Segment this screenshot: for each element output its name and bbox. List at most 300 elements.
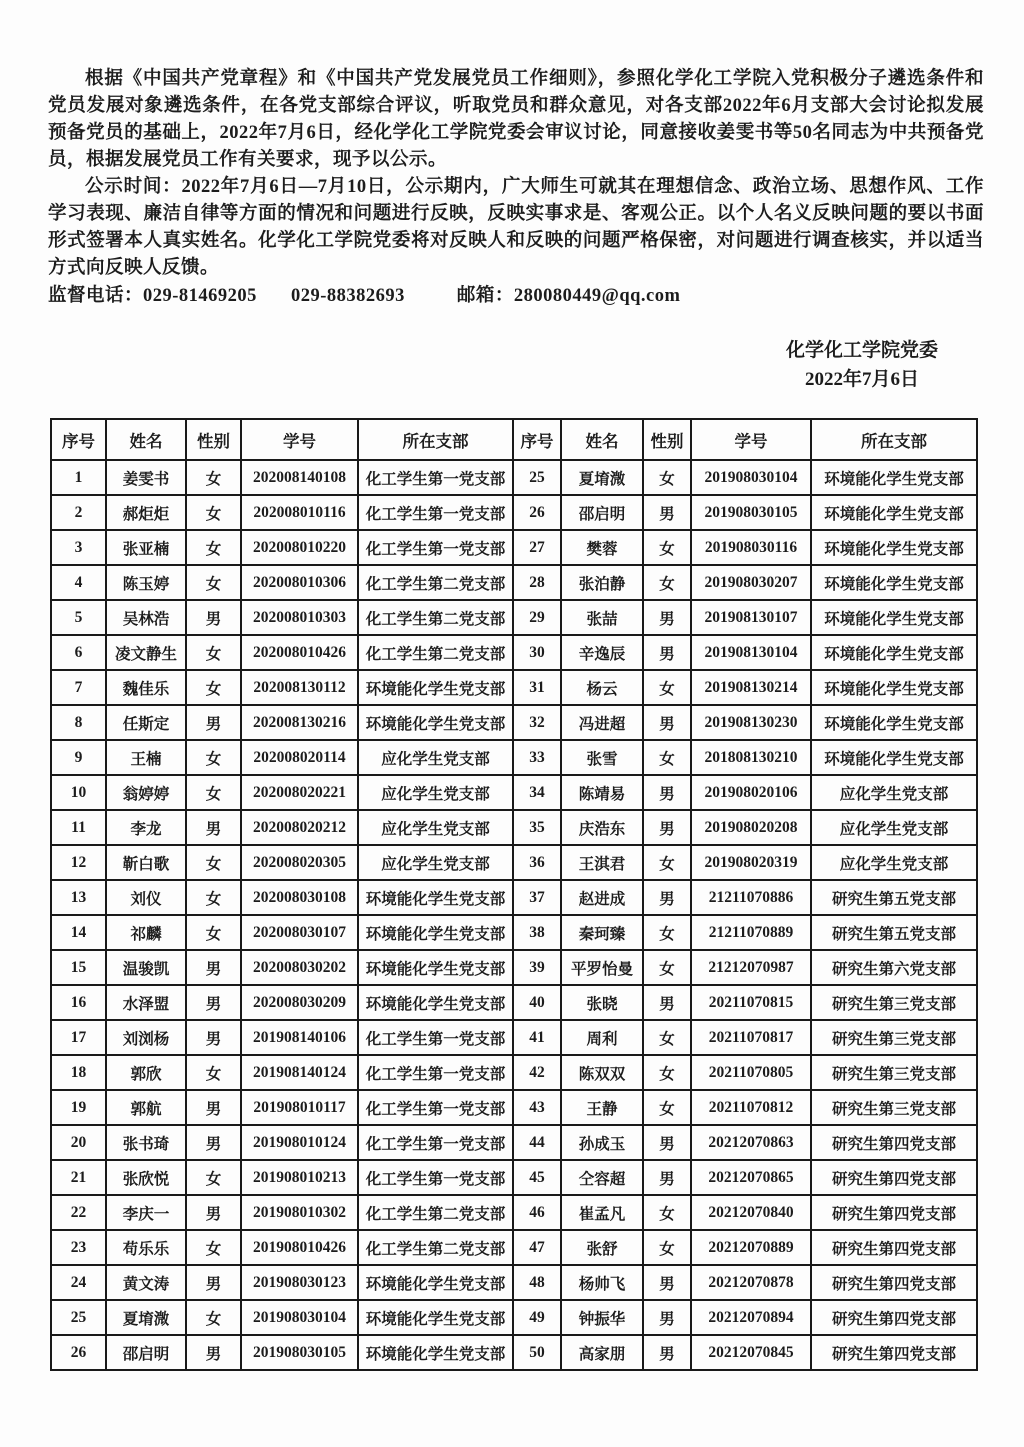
cell-student-id-right: 201908030104 [691, 460, 811, 495]
cell-name-right: 赵进成 [561, 880, 643, 915]
cell-seq-right: 47 [513, 1230, 561, 1265]
cell-name-left: 郝炬炬 [106, 495, 186, 530]
cell-student-id-left: 202008030209 [241, 985, 358, 1020]
cell-name-left: 水泽盟 [106, 985, 186, 1020]
cell-name-right: 辛逸辰 [561, 635, 643, 670]
cell-student-id-right: 201908030207 [691, 565, 811, 600]
cell-gender-right: 女 [643, 950, 691, 985]
cell-student-id-right: 20212070878 [691, 1265, 811, 1300]
cell-branch-left: 化工学生第二党支部 [358, 635, 513, 670]
cell-name-right: 仝容超 [561, 1160, 643, 1195]
cell-name-right: 樊蓉 [561, 530, 643, 565]
supervision-phone-2: 029-88382693 [290, 286, 405, 306]
table-row [51, 495, 977, 530]
cell-name-right: 杨帅飞 [561, 1265, 643, 1300]
cell-student-id-left: 201908140106 [241, 1020, 358, 1055]
cell-student-id-right: 201908130107 [691, 600, 811, 635]
cell-name-right: 庆浩东 [561, 810, 643, 845]
cell-branch-left: 化工学生第一党支部 [358, 1125, 513, 1160]
cell-name-right: 张喆 [561, 600, 643, 635]
cell-student-id-left: 202008020305 [241, 845, 358, 880]
cell-name-right: 邵启明 [561, 495, 643, 530]
cell-gender-left: 男 [186, 1125, 241, 1160]
cell-branch-right: 环境能化学生党支部 [811, 635, 977, 670]
table-row [51, 1125, 977, 1160]
cell-branch-right: 应化学生党支部 [811, 810, 977, 845]
cell-seq-right: 30 [513, 635, 561, 670]
table-row [51, 1160, 977, 1195]
cell-branch-left: 环境能化学生党支部 [358, 880, 513, 915]
cell-gender-left: 女 [186, 635, 241, 670]
cell-name-left: 苟乐乐 [106, 1230, 186, 1265]
cell-student-id-left: 202008130216 [241, 705, 358, 740]
cell-gender-left: 女 [186, 460, 241, 495]
cell-gender-left: 女 [186, 1055, 241, 1090]
roster-table [50, 418, 978, 1371]
cell-branch-right: 应化学生党支部 [811, 775, 977, 810]
cell-student-id-right: 21211070886 [691, 880, 811, 915]
cell-branch-left: 化工学生第一党支部 [358, 495, 513, 530]
cell-branch-left: 化工学生第一党支部 [358, 1090, 513, 1125]
cell-student-id-right: 201908020319 [691, 845, 811, 880]
cell-seq-right: 26 [513, 495, 561, 530]
table-row [51, 1230, 977, 1265]
cell-gender-right: 男 [643, 1335, 691, 1370]
cell-branch-left: 环境能化学生党支部 [358, 915, 513, 950]
cell-branch-left: 环境能化学生党支部 [358, 950, 513, 985]
cell-student-id-right: 20212070863 [691, 1125, 811, 1160]
table-row [51, 845, 977, 880]
cell-branch-left: 环境能化学生党支部 [358, 1265, 513, 1300]
cell-seq-right: 43 [513, 1090, 561, 1125]
cell-gender-right: 女 [643, 740, 691, 775]
cell-name-left: 黄文涛 [106, 1265, 186, 1300]
cell-name-left: 温骏凯 [106, 950, 186, 985]
cell-seq-right: 37 [513, 880, 561, 915]
cell-branch-right: 环境能化学生党支部 [811, 670, 977, 705]
cell-name-right: 秦珂臻 [561, 915, 643, 950]
cell-branch-right: 研究生第三党支部 [811, 1055, 977, 1090]
cell-seq-right: 42 [513, 1055, 561, 1090]
table-row [51, 600, 977, 635]
table-row [51, 1090, 977, 1125]
cell-student-id-right: 201908130214 [691, 670, 811, 705]
cell-student-id-right: 201908130104 [691, 635, 811, 670]
header-cell-student-id-left: 学号 [241, 419, 358, 460]
cell-student-id-right: 20212070889 [691, 1230, 811, 1265]
cell-gender-right: 男 [643, 810, 691, 845]
cell-seq-right: 45 [513, 1160, 561, 1195]
cell-student-id-left: 202008020212 [241, 810, 358, 845]
cell-gender-right: 女 [643, 1195, 691, 1230]
table-row [51, 950, 977, 985]
cell-seq-right: 36 [513, 845, 561, 880]
table-row [51, 985, 977, 1020]
cell-name-right: 夏堉溦 [561, 460, 643, 495]
cell-seq-right: 50 [513, 1335, 561, 1370]
cell-gender-right: 女 [643, 670, 691, 705]
cell-name-left: 靳白歌 [106, 845, 186, 880]
cell-name-left: 魏佳乐 [106, 670, 186, 705]
cell-branch-left: 化工学生第二党支部 [358, 1230, 513, 1265]
cell-branch-right: 研究生第三党支部 [811, 985, 977, 1020]
header-cell-branch-right: 所在支部 [811, 419, 977, 460]
cell-gender-left: 男 [186, 1090, 241, 1125]
cell-gender-left: 男 [186, 985, 241, 1020]
cell-name-left: 张欣悦 [106, 1160, 186, 1195]
table-row [51, 670, 977, 705]
table-row [51, 775, 977, 810]
cell-gender-left: 女 [186, 775, 241, 810]
table-row [51, 565, 977, 600]
cell-student-id-left: 202008010426 [241, 635, 358, 670]
cell-name-right: 周利 [561, 1020, 643, 1055]
cell-student-id-right: 201808130210 [691, 740, 811, 775]
cell-student-id-right: 201908130230 [691, 705, 811, 740]
cell-name-left: 刘浏杨 [106, 1020, 186, 1055]
cell-student-id-right: 20212070845 [691, 1335, 811, 1370]
cell-gender-right: 女 [643, 1020, 691, 1055]
cell-seq-left: 10 [51, 775, 106, 810]
cell-name-left: 郭航 [106, 1090, 186, 1125]
cell-branch-right: 研究生第四党支部 [811, 1125, 977, 1160]
cell-branch-right: 环境能化学生党支部 [811, 565, 977, 600]
cell-branch-right: 研究生第四党支部 [811, 1230, 977, 1265]
cell-student-id-left: 202008010220 [241, 530, 358, 565]
cell-gender-right: 男 [643, 495, 691, 530]
table-row [51, 1020, 977, 1055]
cell-gender-left: 男 [186, 705, 241, 740]
table-row [51, 740, 977, 775]
cell-student-id-right: 201908020106 [691, 775, 811, 810]
cell-gender-right: 女 [643, 530, 691, 565]
cell-seq-left: 23 [51, 1230, 106, 1265]
cell-branch-left: 环境能化学生党支部 [358, 670, 513, 705]
cell-gender-left: 女 [186, 1160, 241, 1195]
cell-seq-right: 46 [513, 1195, 561, 1230]
table-row [51, 1195, 977, 1230]
cell-branch-right: 环境能化学生党支部 [811, 705, 977, 740]
cell-gender-left: 女 [186, 495, 241, 530]
cell-student-id-right: 21212070987 [691, 950, 811, 985]
cell-gender-right: 女 [643, 460, 691, 495]
header-cell-branch-left: 所在支部 [358, 419, 513, 460]
cell-gender-right: 男 [643, 705, 691, 740]
cell-student-id-right: 20212070840 [691, 1195, 811, 1230]
cell-branch-left: 化工学生第二党支部 [358, 565, 513, 600]
cell-branch-left: 化工学生第一党支部 [358, 1055, 513, 1090]
cell-branch-left: 化工学生第一党支部 [358, 1160, 513, 1195]
cell-name-right: 张雪 [561, 740, 643, 775]
signature-org: 化学化工学院党委 [785, 340, 938, 361]
cell-student-id-left: 202008030108 [241, 880, 358, 915]
table-row [51, 1300, 977, 1335]
cell-branch-left: 环境能化学生党支部 [358, 705, 513, 740]
cell-name-right: 杨云 [561, 670, 643, 705]
cell-gender-left: 女 [186, 530, 241, 565]
cell-name-right: 钟振华 [561, 1300, 643, 1335]
cell-student-id-left: 202008030202 [241, 950, 358, 985]
cell-name-right: 张舒 [561, 1230, 643, 1265]
cell-gender-left: 男 [186, 950, 241, 985]
cell-gender-right: 男 [643, 1160, 691, 1195]
cell-seq-left: 17 [51, 1020, 106, 1055]
table-row [51, 635, 977, 670]
cell-gender-right: 男 [643, 880, 691, 915]
cell-student-id-left: 201908010124 [241, 1125, 358, 1160]
table-row [51, 1335, 977, 1370]
table-row [51, 810, 977, 845]
cell-gender-right: 女 [643, 845, 691, 880]
cell-gender-right: 男 [643, 635, 691, 670]
paragraph-notice-period: 公示时间：2022年7月6日—7月10日，公示期内，广大师生可就其在理想信念、政治立场、思想作风、工作学习表现、廉洁自律等方面的情况和问题进行反映，反映实事求是、客观公正。以个人名义反映问题的要以书面形式签署本人真实姓名。化学化工学院党委将对反映人和反映的问题严格保密，对问题进行调查核实，并以适当方式向反映人反馈。 [48, 177, 984, 278]
cell-student-id-left: 201908010117 [241, 1090, 358, 1125]
cell-branch-right: 研究生第三党支部 [811, 1090, 977, 1125]
cell-student-id-left: 201908010213 [241, 1160, 358, 1195]
cell-gender-left: 男 [186, 810, 241, 845]
cell-gender-right: 男 [643, 1125, 691, 1160]
cell-name-left: 李庆一 [106, 1195, 186, 1230]
cell-name-right: 张泊静 [561, 565, 643, 600]
cell-student-id-right: 21211070889 [691, 915, 811, 950]
table-row [51, 1055, 977, 1090]
cell-seq-right: 41 [513, 1020, 561, 1055]
cell-branch-right: 环境能化学生党支部 [811, 740, 977, 775]
email-label: 邮箱： [456, 286, 514, 306]
table-row [51, 705, 977, 740]
cell-student-id-left: 202008010116 [241, 495, 358, 530]
cell-name-left: 李龙 [106, 810, 186, 845]
cell-gender-right: 男 [643, 1265, 691, 1300]
cell-student-id-left: 201908030123 [241, 1265, 358, 1300]
cell-seq-left: 19 [51, 1090, 106, 1125]
cell-gender-right: 女 [643, 1230, 691, 1265]
cell-gender-left: 女 [186, 565, 241, 600]
cell-seq-right: 31 [513, 670, 561, 705]
cell-name-left: 凌文静生 [106, 635, 186, 670]
cell-student-id-left: 202008020221 [241, 775, 358, 810]
cell-branch-right: 研究生第四党支部 [811, 1160, 977, 1195]
cell-name-left: 翁婷婷 [106, 775, 186, 810]
signature-block [786, 336, 938, 394]
header-cell-seq-right: 序号 [513, 419, 561, 460]
cell-gender-left: 男 [186, 1265, 241, 1300]
table-row [51, 1265, 977, 1300]
cell-name-right: 冯进超 [561, 705, 643, 740]
cell-seq-left: 8 [51, 705, 106, 740]
paragraph-intro: 根据《中国共产党章程》和《中国共产党发展党员工作细则》，参照化学化工学院入党积极分子遴选条件和党员发展对象遴选条件，在各党支部综合评议，听取党员和群众意见，对各支部2022年6月支部大会讨论拟发展预备党员的基础上，2022年7月6日，经化学化工学院党委会审议讨论，同意接收姜雯书等50名同志为中共预备党员，根据发展党员工作有关要求，现予以公示。 [48, 69, 984, 170]
cell-seq-left: 22 [51, 1195, 106, 1230]
cell-name-right: 孙成玉 [561, 1125, 643, 1160]
cell-name-left: 王楠 [106, 740, 186, 775]
cell-branch-left: 化工学生第一党支部 [358, 530, 513, 565]
cell-seq-left: 12 [51, 845, 106, 880]
cell-name-left: 祁麟 [106, 915, 186, 950]
cell-name-left: 姜雯书 [106, 460, 186, 495]
cell-gender-right: 男 [643, 1300, 691, 1335]
cell-branch-right: 研究生第五党支部 [811, 880, 977, 915]
cell-name-left: 邵启明 [106, 1335, 186, 1370]
roster-table-body [51, 460, 977, 1370]
cell-name-left: 吴林浩 [106, 600, 186, 635]
cell-name-right: 陈靖易 [561, 775, 643, 810]
cell-branch-right: 环境能化学生党支部 [811, 530, 977, 565]
cell-seq-left: 9 [51, 740, 106, 775]
header-cell-name-left: 姓名 [106, 419, 186, 460]
cell-branch-right: 研究生第五党支部 [811, 915, 977, 950]
cell-gender-left: 女 [186, 1300, 241, 1335]
cell-gender-left: 男 [186, 1195, 241, 1230]
cell-seq-left: 21 [51, 1160, 106, 1195]
cell-branch-left: 应化学生党支部 [358, 810, 513, 845]
cell-seq-left: 5 [51, 600, 106, 635]
cell-seq-right: 35 [513, 810, 561, 845]
cell-seq-left: 14 [51, 915, 106, 950]
cell-student-id-left: 201908140124 [241, 1055, 358, 1090]
cell-seq-left: 20 [51, 1125, 106, 1160]
cell-branch-right: 环境能化学生党支部 [811, 600, 977, 635]
cell-name-right: 王静 [561, 1090, 643, 1125]
contact-line [48, 283, 984, 310]
supervision-phone-label: 监督电话： [48, 286, 144, 306]
cell-branch-right: 研究生第四党支部 [811, 1300, 977, 1335]
email-address: 280080449@qq.com [513, 286, 681, 306]
cell-branch-left: 应化学生党支部 [358, 845, 513, 880]
cell-seq-left: 6 [51, 635, 106, 670]
cell-student-id-left: 202008010303 [241, 600, 358, 635]
cell-student-id-left: 201908010426 [241, 1230, 358, 1265]
cell-name-right: 崔孟凡 [561, 1195, 643, 1230]
cell-branch-right: 研究生第四党支部 [811, 1195, 977, 1230]
cell-name-left: 张书琦 [106, 1125, 186, 1160]
cell-student-id-left: 202008020114 [241, 740, 358, 775]
header-cell-gender-left: 性别 [186, 419, 241, 460]
cell-seq-right: 33 [513, 740, 561, 775]
header-cell-name-right: 姓名 [561, 419, 643, 460]
cell-gender-left: 女 [186, 880, 241, 915]
cell-seq-right: 44 [513, 1125, 561, 1160]
cell-student-id-left: 201908030105 [241, 1335, 358, 1370]
cell-seq-left: 26 [51, 1335, 106, 1370]
cell-gender-right: 男 [643, 600, 691, 635]
cell-seq-right: 29 [513, 600, 561, 635]
cell-seq-left: 13 [51, 880, 106, 915]
cell-gender-left: 女 [186, 915, 241, 950]
cell-student-id-right: 201908030116 [691, 530, 811, 565]
cell-seq-left: 25 [51, 1300, 106, 1335]
signature-date: 2022年7月6日 [804, 369, 919, 390]
supervision-phone-1: 029-81469205 [143, 286, 257, 306]
cell-student-id-left: 202008010306 [241, 565, 358, 600]
cell-student-id-left: 202008130112 [241, 670, 358, 705]
cell-gender-left: 女 [186, 740, 241, 775]
cell-name-right: 张晓 [561, 985, 643, 1020]
cell-gender-left: 女 [186, 1230, 241, 1265]
cell-branch-left: 化工学生第一党支部 [358, 1020, 513, 1055]
cell-name-left: 夏堉溦 [106, 1300, 186, 1335]
cell-gender-left: 男 [186, 600, 241, 635]
cell-student-id-right: 20211070805 [691, 1055, 811, 1090]
cell-gender-right: 女 [643, 1055, 691, 1090]
cell-name-right: 王淇君 [561, 845, 643, 880]
roster-table-header [51, 419, 977, 460]
cell-name-right: 陈双双 [561, 1055, 643, 1090]
cell-seq-right: 28 [513, 565, 561, 600]
cell-branch-right: 研究生第四党支部 [811, 1335, 977, 1370]
cell-seq-left: 7 [51, 670, 106, 705]
cell-name-left: 郭欣 [106, 1055, 186, 1090]
cell-branch-left: 化工学生第二党支部 [358, 1195, 513, 1230]
header-cell-student-id-right: 学号 [691, 419, 811, 460]
cell-branch-left: 环境能化学生党支部 [358, 1300, 513, 1335]
cell-seq-right: 40 [513, 985, 561, 1020]
cell-seq-left: 3 [51, 530, 106, 565]
header-cell-seq-left: 序号 [51, 419, 106, 460]
cell-gender-left: 女 [186, 670, 241, 705]
roster-table-container [48, 394, 984, 1371]
cell-student-id-right: 201908030105 [691, 495, 811, 530]
cell-seq-right: 39 [513, 950, 561, 985]
cell-branch-right: 研究生第四党支部 [811, 1265, 977, 1300]
cell-seq-right: 34 [513, 775, 561, 810]
cell-name-left: 任斯定 [106, 705, 186, 740]
cell-branch-right: 应化学生党支部 [811, 845, 977, 880]
cell-seq-left: 16 [51, 985, 106, 1020]
header-cell-gender-right: 性别 [643, 419, 691, 460]
cell-seq-left: 1 [51, 460, 106, 495]
cell-gender-right: 女 [643, 915, 691, 950]
cell-branch-right: 研究生第三党支部 [811, 1020, 977, 1055]
header-row [51, 419, 977, 460]
cell-gender-left: 女 [186, 845, 241, 880]
cell-student-id-left: 201908030104 [241, 1300, 358, 1335]
cell-gender-right: 男 [643, 985, 691, 1020]
cell-student-id-left: 202008140108 [241, 460, 358, 495]
cell-student-id-right: 20211070815 [691, 985, 811, 1020]
cell-seq-left: 2 [51, 495, 106, 530]
cell-student-id-right: 20212070865 [691, 1160, 811, 1195]
cell-gender-left: 男 [186, 1335, 241, 1370]
cell-name-left: 张亚楠 [106, 530, 186, 565]
cell-name-right: 高家朋 [561, 1335, 643, 1370]
cell-branch-left: 化工学生第一党支部 [358, 460, 513, 495]
cell-seq-left: 4 [51, 565, 106, 600]
cell-branch-right: 研究生第六党支部 [811, 950, 977, 985]
cell-seq-right: 32 [513, 705, 561, 740]
cell-student-id-right: 20212070894 [691, 1300, 811, 1335]
cell-gender-right: 女 [643, 565, 691, 600]
cell-gender-right: 女 [643, 1090, 691, 1125]
cell-student-id-right: 20211070817 [691, 1020, 811, 1055]
cell-student-id-right: 201908020208 [691, 810, 811, 845]
cell-seq-right: 48 [513, 1265, 561, 1300]
cell-seq-left: 18 [51, 1055, 106, 1090]
cell-branch-left: 环境能化学生党支部 [358, 1335, 513, 1370]
cell-seq-left: 11 [51, 810, 106, 845]
cell-name-right: 平罗怡曼 [561, 950, 643, 985]
cell-branch-left: 环境能化学生党支部 [358, 985, 513, 1020]
cell-branch-left: 化工学生第二党支部 [358, 600, 513, 635]
table-row [51, 460, 977, 495]
cell-name-left: 刘仪 [106, 880, 186, 915]
cell-branch-right: 环境能化学生党支部 [811, 495, 977, 530]
cell-branch-left: 应化学生党支部 [358, 775, 513, 810]
cell-student-id-left: 202008030107 [241, 915, 358, 950]
cell-name-left: 陈玉婷 [106, 565, 186, 600]
table-row [51, 530, 977, 565]
cell-seq-left: 24 [51, 1265, 106, 1300]
cell-seq-left: 15 [51, 950, 106, 985]
